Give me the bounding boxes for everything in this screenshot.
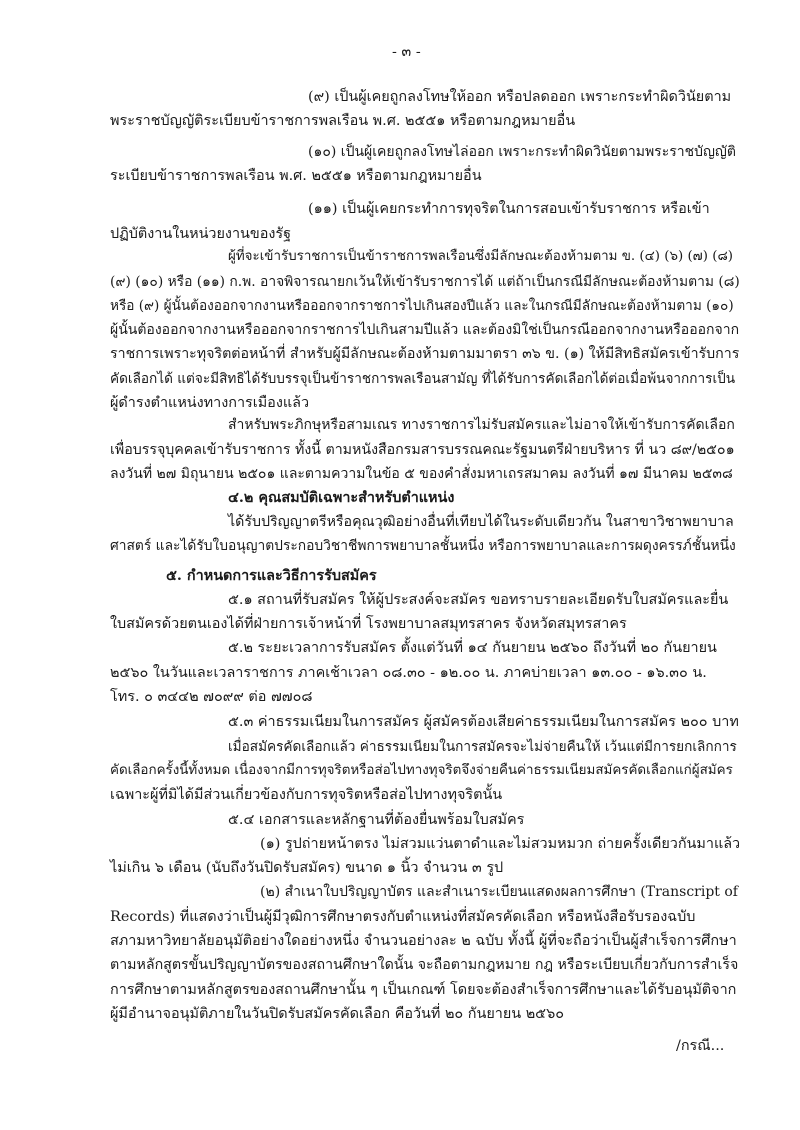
text-line: เพื่อบรรจุบุคคลเข้ารับราชการ ทั้งนี้ ตามหนังสือกรมสารบรรณคณะรัฐมนตรีฝ่ายบริหาร ที่ นว ๘๙/๒๕๐๑ [110, 442, 735, 458]
text-line: (๑๑) เป็นผู้เคยกระทำการทุจริตในการสอบเข้ารับราชการ หรือเข้า [308, 201, 710, 217]
text-line: พระราชบัญญัติระเบียบข้าราชการพลเรือน พ.ศ. ๒๕๕๑ หรือตามกฎหมายอื่น [110, 113, 576, 129]
text-line: ๕.๑ สถานที่รับสมัคร ให้ผู้ประสงค์จะสมัคร ขอทราบรายละเอียดรับใบสมัครและยื่น [228, 592, 729, 608]
text-line: (๙) (๑๐) หรือ (๑๑) ก.พ. อาจพิจารณายกเว้นให้เข้ารับราชการได้ แต่ถ้าเป็นกรณีมีลักษณะต้องห้ามตาม (๘) [110, 274, 740, 290]
text-line: ผู้นั้นต้องออกจากงานหรือออกจากราชการไปเกินสามปีแล้ว และต้องมิใช่เป็นกรณีออกจากงานหรือออกจาก [110, 322, 740, 338]
text-line: เมื่อสมัครคัดเลือกแล้ว ค่าธรรมเนียมในการสมัครจะไม่จ่ายคืนให้ เว้นแต่มีการยกเลิกการ [228, 739, 737, 755]
text-line: (๒) สำเนาใบปริญญาบัตร และสำเนาระเบียนแสดงผลการศึกษา (Transcript of [260, 884, 738, 900]
text-line: ปฏิบัติงานในหน่วยงานของรัฐ [110, 226, 292, 242]
text-line: ได้รับปริญญาตรีหรือคุณวุฒิอย่างอื่นที่เทียบได้ในระดับเดียวกัน ในสาขาวิชาพยาบาล [228, 514, 734, 530]
text-line: สภามหาวิทยาลัยอนุมัติอย่างใดอย่างหนึ่ง จำนวนอย่างละ ๒ ฉบับ ทั้งนี้ ผู้ที่จะถือว่าเป็นผู้สำเร็จการศึกษา [110, 933, 737, 949]
text-line: ใบสมัครด้วยตนเองได้ที่ฝ่ายการเจ้าหน้าที่ โรงพยาบาลสมุทรสาคร จังหวัดสมุทรสาคร [110, 616, 627, 632]
continuation-marker: /กรณี... [676, 1038, 725, 1054]
text-line: (๑๐) เป็นผู้เคยถูกลงโทษไล่ออก เพราะกระทำผิดวินัยตามพระราชบัญญัติ [308, 144, 736, 160]
text-line: Records) ที่แสดงว่าเป็นผู้มีวุฒิการศึกษาตรงกับตำแหน่งที่สมัครคัดเลือก หรือหนังสือรับรองฉบับ [110, 909, 696, 925]
text-line: ราชการเพราะทุจริตต่อหน้าที่ สำหรับผู้มีลักษณะต้องห้ามตามมาตรา ๓๖ ข. (๑) ให้มีสิทธิสมัครเข้ารับการ [110, 346, 740, 362]
text-line: ผู้ที่จะเข้ารับราชการเป็นข้าราชการพลเรือนซึ่งมีลักษณะต้องห้ามตาม ข. (๔) (๖) (๗) (๘) [228, 249, 734, 264]
text-line: (๑) รูปถ่ายหน้าตรง ไม่สวมแว่นตาดำและไม่สวมหมวก ถ่ายครั้งเดียวกันมาแล้ว [260, 836, 741, 852]
text-line: คัดเลือกได้ แต่จะมีสิทธิได้รับบรรจุเป็นข้าราชการพลเรือนสามัญ ที่ได้รับการคัดเลือกได้ต่อเมื่อพ้นจากการเป็น [110, 371, 736, 387]
text-line: โทร. ๐ ๓๔๔๒ ๗๐๙๙ ต่อ ๗๗๐๘ [110, 689, 313, 705]
text-line: ไม่เกิน ๖ เดือน (นับถึงวันปิดรับสมัคร) ขนาด ๑ นิ้ว จำนวน ๓ รูป [110, 860, 504, 876]
text-line: (๙) เป็นผู้เคยถูกลงโทษให้ออก หรือปลดออก เพราะกระทำผิดวินัยตาม [308, 89, 732, 105]
page-number: - ๓ - [392, 44, 421, 60]
text-line: การศึกษาตามหลักสูตรของสถานศึกษานั้น ๆ เป็นเกณฑ์ โดยจะต้องสำเร็จการศึกษาและได้รับอนุมัติจาก [110, 982, 737, 998]
text-line: ๕.๓ ค่าธรรมเนียมในการสมัคร ผู้สมัครต้องเสียค่าธรรมเนียมในการสมัคร ๒๐๐ บาท [228, 714, 739, 730]
text-line: ลงวันที่ ๒๗ มิถุนายน ๒๕๐๑ และตามความในข้อ ๕ ของคำสั่งมหาเถรสมาคม ลงวันที่ ๑๗ มีนาคม ๒๕๓๘ [110, 466, 733, 482]
text-line: สำหรับพระภิกษุหรือสามเณร ทางราชการไม่รับสมัครและไม่อาจให้เข้ารับการคัดเลือก [228, 417, 735, 433]
text-line: ผู้ดำรงตำแหน่งทางการเมืองแล้ว [110, 395, 310, 411]
text-line: ๕.๒ ระยะเวลาการรับสมัคร ตั้งแต่วันที่ ๑๔ กันยายน ๒๕๖๐ ถึงวันที่ ๒๐ กันยายน [228, 640, 717, 656]
text-line: หรือ (๙) ผู้นั้นต้องออกจากงานหรือออกจากราชการไปเกินสองปีแล้ว และในกรณีมีลักษณะต้องห้ามตาม (๑๐) [110, 298, 734, 314]
text-line: ๒๕๖๐ ในวันและเวลาราชการ ภาคเช้าเวลา ๐๘.๓๐ - ๑๒.๐๐ น. ภาคบ่ายเวลา ๑๓.๐๐ - ๑๖.๓๐ น. [110, 665, 707, 681]
section-heading: ๕. กำหนดการและวิธีการรับสมัคร [166, 567, 377, 584]
section-heading: ๔.๒ คุณสมบัติเฉพาะสำหรับตำแหน่ง [228, 489, 455, 506]
text-line: ระเบียบข้าราชการพลเรือน พ.ศ. ๒๕๕๑ หรือตามกฎหมายอื่น [110, 168, 482, 184]
text-line: เฉพาะผู้ที่มิได้มีส่วนเกี่ยวข้องกับการทุจริตหรือส่อไปทางทุจริตนั้น [110, 787, 503, 803]
text-line: คัดเลือกครั้งนี้ทั้งหมด เนื่องจากมีการทุจริตหรือส่อไปทางทุจริตจึงจ่ายคืนค่าธรรมเนียมสมัครคัดเลือกแก่ผู้สมัคร [110, 763, 733, 778]
text-line: ๕.๔ เอกสารและหลักฐานที่ต้องยื่นพร้อมใบสมัคร [228, 812, 525, 828]
text-line: ศาสตร์ และได้รับใบอนุญาตประกอบวิชาชีพการพยาบาลชั้นหนึ่ง หรือการพยาบาลและการผดุงครรภ์ชั้นหนึ่ง [110, 538, 736, 554]
text-line: ตามหลักสูตรขั้นปริญญาบัตรของสถานศึกษาใดนั้น จะถือตามกฎหมาย กฎ หรือระเบียบเกี่ยวกับการสำเร็จ [110, 957, 739, 973]
text-line: ผู้มีอำนาจอนุมัติภายในวันปิดรับสมัครคัดเลือก คือวันที่ ๒๐ กันยายน ๒๕๖๐ [110, 1006, 564, 1022]
